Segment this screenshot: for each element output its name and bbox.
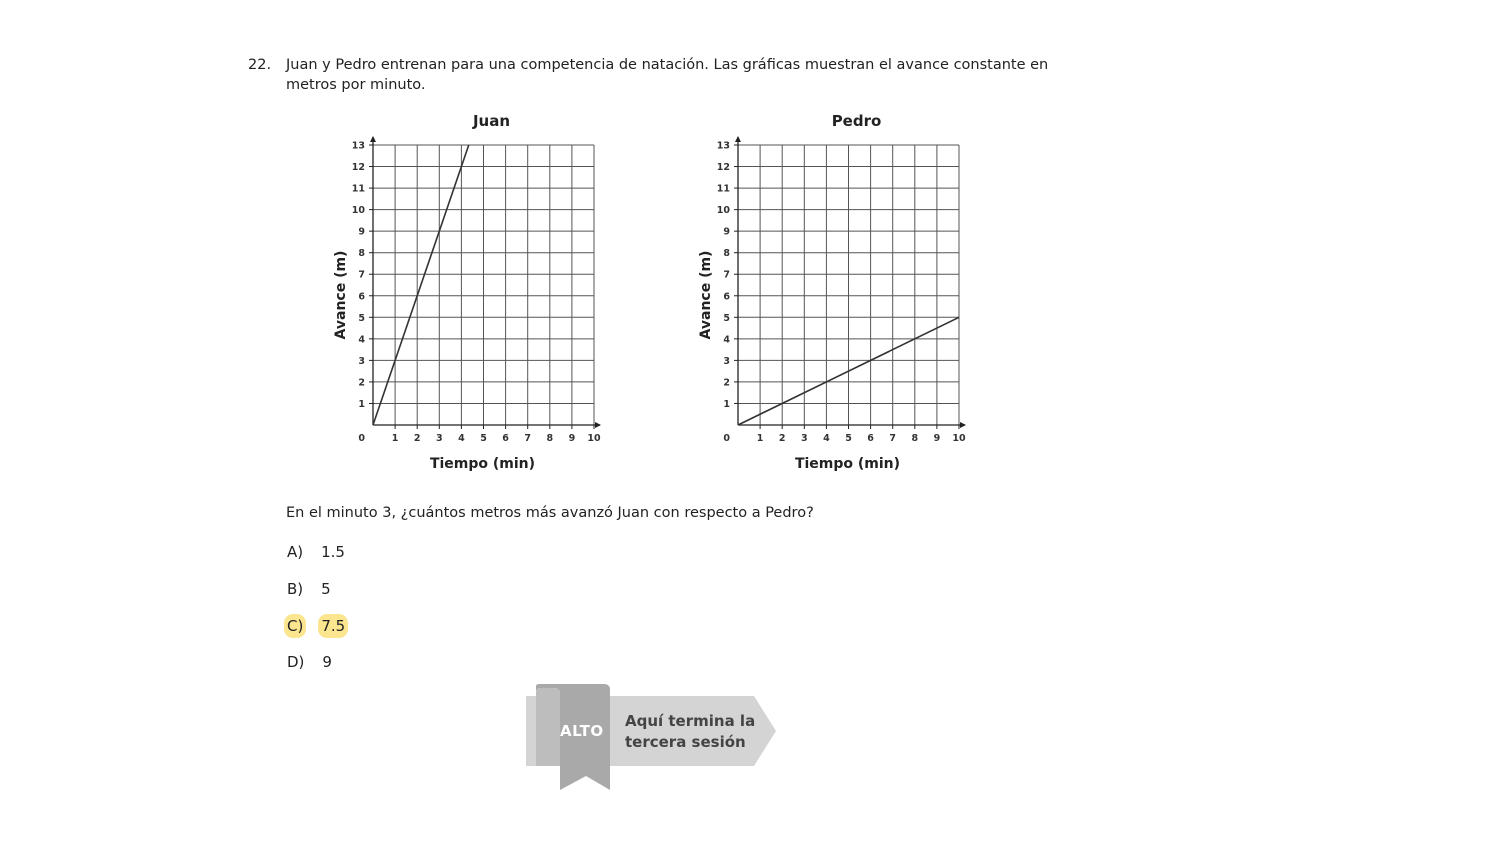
y-tick-label: 3	[358, 355, 365, 367]
y-tick-label: 11	[351, 183, 365, 195]
y-tick-label: 1	[358, 398, 365, 410]
y-axis-arrow	[735, 136, 741, 142]
chart-pedro	[695, 108, 995, 478]
stop-label: ALTO	[560, 722, 604, 740]
y-tick-label: 2	[358, 377, 365, 389]
y-tick-label: 9	[723, 226, 730, 238]
x-axis-arrow	[960, 422, 966, 428]
x-tick-label: 7	[889, 433, 897, 444]
y-tick-label: 5	[723, 312, 730, 324]
x-axis-arrow	[595, 422, 601, 428]
x-tick-label: 1	[756, 433, 764, 444]
y-tick-label: 1	[723, 398, 730, 410]
origin-label: 0	[723, 433, 730, 444]
y-tick-label: 3	[723, 355, 730, 367]
stop-banner	[526, 684, 786, 794]
chart-title: Pedro	[831, 112, 882, 130]
x-tick-label: 4	[458, 433, 465, 444]
question-statement: Juan y Pedro entrenan para una competencia de natación. Las gráficas muestran el avance constante en metros por minuto.	[286, 57, 1049, 93]
stop-message	[625, 711, 775, 753]
y-tick-label: 6	[358, 291, 365, 303]
option-b-letter: B)	[287, 580, 304, 598]
chart-juan	[330, 108, 630, 478]
option-b[interactable]	[284, 577, 334, 601]
chart-pedro-svg	[695, 108, 995, 478]
chart-title: Juan	[472, 112, 511, 130]
y-tick-label: 8	[358, 248, 365, 260]
x-axis-label: Tiempo (min)	[794, 456, 901, 472]
question-prompt: En el minuto 3, ¿cuántos metros más avanzó Juan con respecto a Pedro?	[286, 505, 814, 521]
x-tick-label: 3	[435, 433, 443, 444]
y-tick-label: 6	[723, 291, 730, 303]
x-tick-label: 3	[800, 433, 808, 444]
stop-message-line-2: tercera sesión	[625, 733, 746, 751]
y-tick-label: 12	[716, 162, 730, 174]
x-tick-label: 7	[524, 433, 532, 444]
y-tick-label: 7	[358, 269, 365, 281]
option-b-value: 5	[321, 580, 331, 598]
option-c[interactable]	[284, 614, 348, 638]
origin-label: 0	[358, 433, 365, 444]
option-c-letter: C)	[284, 614, 306, 638]
x-tick-label: 10	[952, 433, 966, 444]
y-axis-label: Avance (m)	[333, 250, 349, 340]
y-tick-label: 4	[723, 334, 730, 346]
x-tick-label: 6	[867, 433, 874, 444]
y-tick-label: 13	[351, 140, 365, 152]
y-tick-label: 5	[358, 312, 365, 324]
series-line	[373, 145, 469, 425]
option-d[interactable]	[284, 650, 335, 674]
option-c-value: 7.5	[318, 614, 348, 638]
y-tick-label: 13	[716, 140, 730, 152]
y-tick-label: 10	[716, 205, 730, 217]
option-a-letter: A)	[287, 543, 304, 561]
question-number: 22.	[248, 57, 272, 73]
y-tick-label: 10	[351, 205, 365, 217]
y-axis-arrow	[370, 136, 376, 142]
y-tick-label: 8	[723, 248, 730, 260]
y-tick-label: 2	[723, 377, 730, 389]
x-tick-label: 5	[480, 433, 487, 444]
x-tick-label: 6	[502, 433, 509, 444]
x-tick-label: 8	[911, 433, 919, 444]
y-axis-label: Avance (m)	[698, 250, 714, 340]
ribbon-fold-shape	[536, 688, 560, 766]
option-d-value: 9	[322, 653, 332, 671]
x-axis-label: Tiempo (min)	[429, 456, 536, 472]
x-tick-label: 9	[933, 433, 941, 444]
stop-message-line-1: Aquí termina la	[625, 712, 756, 730]
option-a[interactable]	[284, 540, 348, 564]
x-tick-label: 2	[778, 433, 786, 444]
option-a-value: 1.5	[321, 543, 345, 561]
y-tick-label: 11	[716, 183, 730, 195]
x-tick-label: 2	[413, 433, 421, 444]
y-tick-label: 12	[351, 162, 365, 174]
option-d-letter: D)	[287, 653, 305, 671]
y-tick-label: 4	[358, 334, 365, 346]
y-tick-label: 9	[358, 226, 365, 238]
chart-juan-svg	[330, 108, 630, 478]
x-tick-label: 10	[587, 433, 601, 444]
x-tick-label: 1	[391, 433, 399, 444]
x-tick-label: 8	[546, 433, 554, 444]
x-tick-label: 4	[823, 433, 830, 444]
x-tick-label: 9	[568, 433, 576, 444]
x-tick-label: 5	[845, 433, 852, 444]
y-tick-label: 7	[723, 269, 730, 281]
